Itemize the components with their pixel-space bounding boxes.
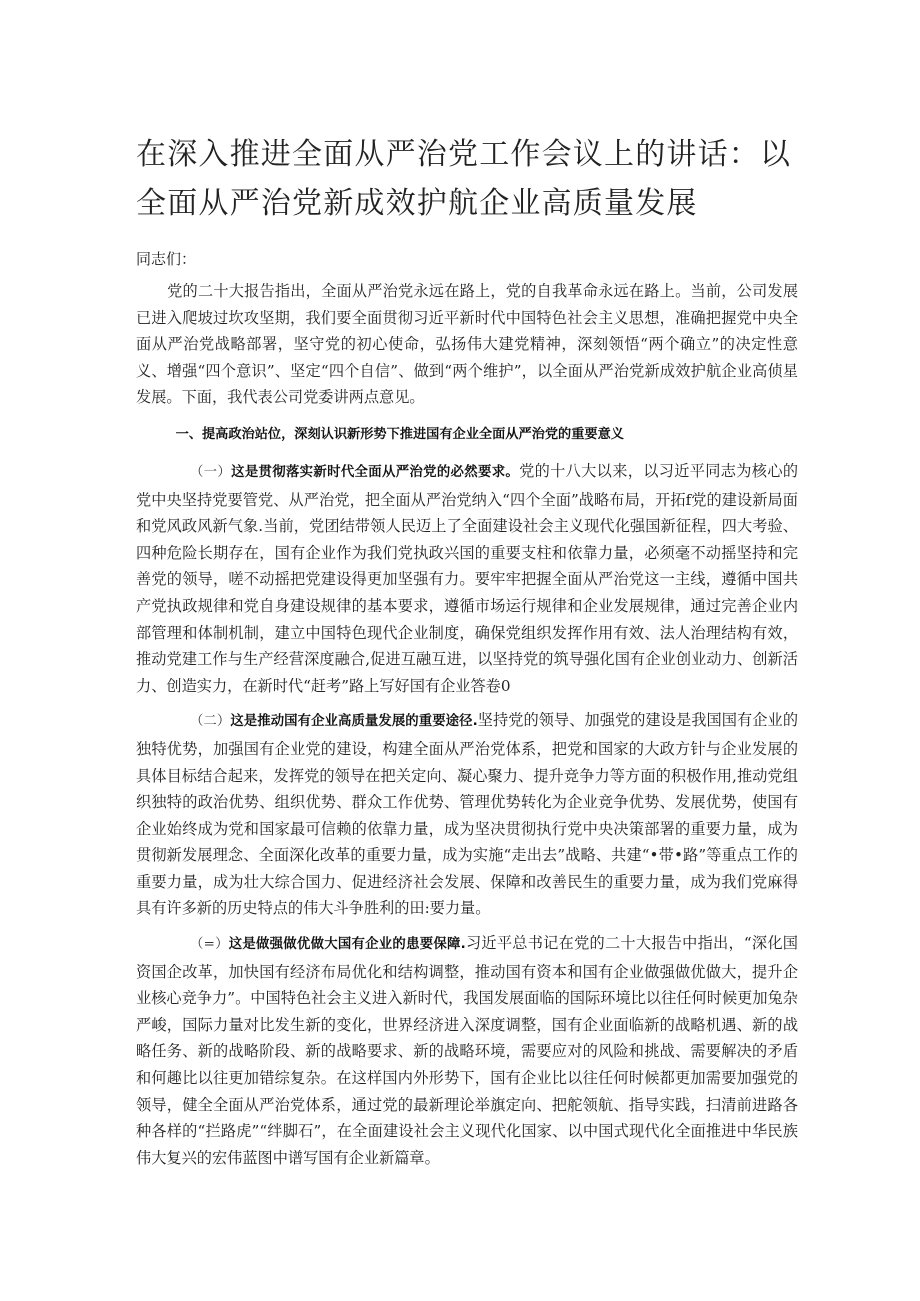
subsection-2-lead: 这是推动国有企业高质量发展的重要途径.	[230, 714, 478, 730]
subsection-1-paragraph	[136, 458, 798, 699]
subsection-1-lead: 这是贯彻落实新时代全面从严治党的必然要求。	[231, 464, 520, 480]
subsection-2-paragraph	[136, 707, 798, 922]
salutation: 同志们：	[136, 250, 197, 268]
document-title: 在深入推进全面从严治党工作会议上的讲话：以全面从严治党新成效护航企业高质量发展	[136, 137, 792, 221]
subsection-3-lead: 这是做强做优做大国有企业的患要保障.	[228, 937, 466, 953]
subsection-3-number: （=）	[189, 937, 229, 953]
subsection-3-paragraph	[136, 930, 798, 1171]
intro-paragraph: 党的二十大报告指出，全面从严治党永远在路上，党的自我革命永远在路上。当前，公司发展已进入爬坡过坎攻坚期，我们要全面贯彻习近平新时代中国特色社会主义思想，准确把握党中央全面从严治党战略部署，坚守党的初心使命，弘扬伟大建党精神，深刻领悟“两个确立”的决定性意义、增强“四个意识”、坚定“四个自信”、做到“两个维护”，以全面从严治党新成效护航企业高侦星发展。下面，我代表公司党委讲两点意见。	[136, 282, 798, 407]
section-heading: 一、提高政治站位，深刻认识新形势下推进国有企业全面从严治党的重要意义	[175, 426, 624, 442]
subsection-2-body: 坚持党的领导、加强党的建设是我国国有企业的独特优势，加强国有企业党的建设，构建全面从严治党体系，把党和国家的大政方针与企业发展的具体目标结合起来，发挥党的领导在把关定向、凝心聚力、提升竞争力等方面的积极作用,推动党组织独特的政治优势、组织优势、群众工作优势、管理优势转化为企业竞争优势、发展优势，使国有企业始终成为党和国家最可信赖的依靠力量，成为坚决贯彻执行党中央决策部署的重要力量，成为贯彻新发展理念、全面深化改革的重要力量，成为实施“走出去”战略、共建“•带•路”等重点工作的重要力量，成为壮大综合国力、促进经济社会发展、保障和改善民生的重要力量，成为我们党麻得具有许多新的历史特点的伟大斗争胜利的田:要力量。	[136, 711, 799, 918]
subsection-3-body: 习近平总书记在党的二十大报告中指出，“深化国资国企改革，加快国有经济布局优化和结构调整，推动国有资本和国有企业做强做优做大，提升企业核心竞争力”。中国特色社会主义进入新时代，我国发展面临的国际环境比以往任何时候更加兔杂严峻，国际力量对比发生新的变化，世界经济进入深度调整，国有企业面临新的战略机遇、新的战略任务、新的战略阶段、新的战略要求、新的战略环境，需要应对的风险和挑战、需要解决的矛盾和何趣比以往更加错综复杂。在这样国内外形势下，国有企业比以往任何时候都更加需要加强党的领导，健全全面从严治党体系，通过党的最新理论举旗定向、把舵领航、指导实践，扫清前进路各种各样的“拦路虎”“绊脚石”，在全面建设社会主义现代化国家、以中国式现代化全面推进中华民族伟大复兴的宏伟蓝图中谱写国有企业新篇章。	[136, 934, 798, 1167]
subsection-2-number: （二）	[189, 714, 231, 730]
subsection-1-body: 党的十八大以来，以习近平同志为核心的党中央坚持党要管党、从严治党，把全面从严治党纳入“四个全面”战略布局，开拓f党的建设新局面和党风政风新气象.当前，党团结带领人民迈上了全面建设社会主义现代化强国新征程，四大考验、四种危险长期存在，国有企业作为我们党执政兴国的重要支柱和依靠力量，必须毫不动摇坚持和完善党的领导，嗟不动摇把党建设得更加坚强有力。要牢牢把握全面从严治党这一主线，遵循中国共产党执政规律和党自身建设规律的基本要求，遵循市场运行规律和企业发展规律，通过完善企业内部管理和体制机制，建立中国特色现代企业制度，确保党组织发挥作用有效、法人治理结构有效，推动党建工作与生产经营深度融合,促进互融互进，以坚持党的筑导强化国有企业创业动力、创新活力、创造实力，在新时代“赶考”路上写好国有企业答卷0	[136, 461, 799, 695]
subsection-1-number: （一）	[189, 464, 232, 480]
